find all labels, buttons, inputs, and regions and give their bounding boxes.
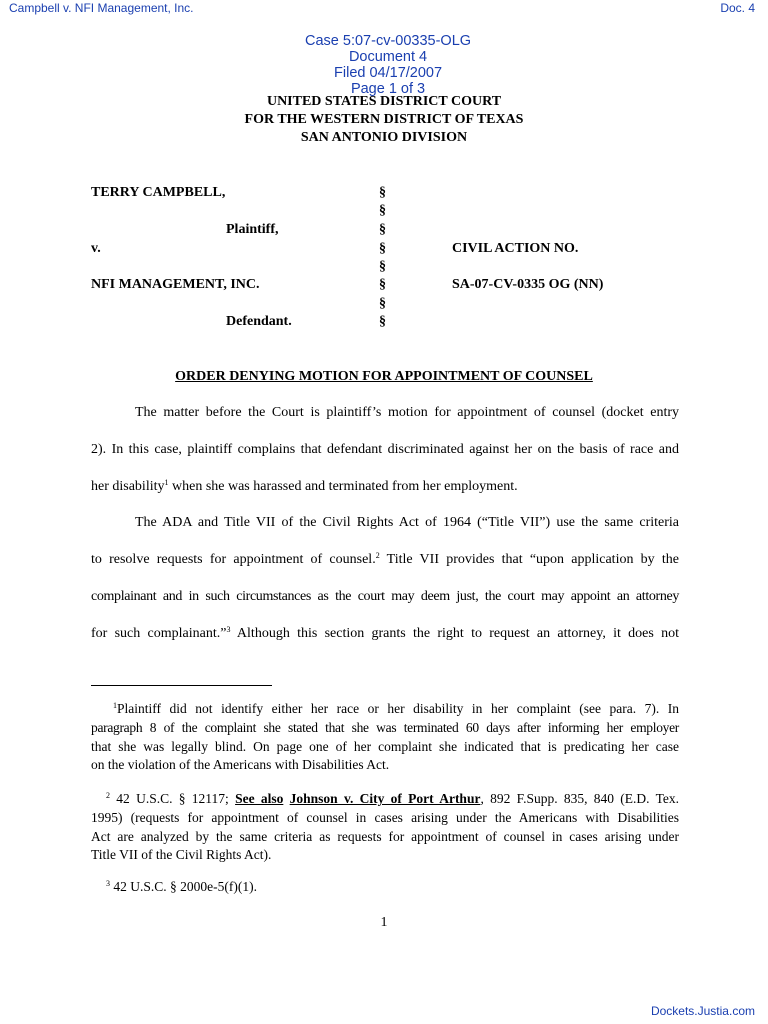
body-text: The ADA and Title VII of the Civil Rights Act of 1964 (“Title VII”) use the same criteria — [135, 515, 679, 530]
footnote-1-line — [91, 757, 679, 773]
footnote-divider — [91, 685, 272, 686]
section-symbol: § — [379, 203, 386, 218]
footnote-text: , 892 F.Supp. 835, 840 (E.D. Tex. — [480, 791, 680, 806]
body-text: 2). In this case, plaintiff complains that defendant discriminated against her on the basis of race and — [91, 442, 679, 457]
footnote-2 — [106, 791, 679, 807]
footnote-text: Act are analyzed by the same criteria as requests for appointment of counsel in cases arising under — [91, 829, 679, 844]
body-text: when she was harassed and terminated from her employment. — [168, 479, 518, 494]
body-line — [91, 589, 679, 605]
footnote-1 — [113, 701, 679, 717]
defendant-name: NFI MANAGEMENT, INC. — [91, 277, 260, 292]
footnote-1-line — [91, 720, 679, 736]
order-title-text: ORDER DENYING MOTION FOR APPOINTMENT OF COUNSEL — [175, 369, 593, 384]
body-text: for such complainant.” — [91, 626, 227, 641]
body-text: her disability — [91, 479, 165, 494]
footnote-number: 3 — [106, 879, 110, 888]
body-line — [135, 405, 679, 421]
section-symbol: § — [379, 259, 386, 274]
footnote-text: Title VII of the Civil Rights Act). — [91, 847, 272, 862]
footnote-2-line — [91, 847, 679, 863]
versus: v. — [91, 241, 101, 256]
footnote-ref: 2 — [375, 551, 380, 560]
civil-action-label: CIVIL ACTION NO. — [452, 241, 579, 256]
plaintiff-label: Plaintiff, — [226, 222, 279, 237]
section-symbol: § — [379, 314, 386, 329]
doc-number-link[interactable]: Doc. 4 — [720, 1, 755, 15]
footnote-text: that she was legally blind. On page one of her complaint she indicated that is predicating her case — [91, 739, 679, 754]
footnote-number: 1 — [113, 701, 117, 710]
body-text: complainant and in such circumstances as the court may deem just, the court may appoint an attorney — [91, 589, 679, 604]
order-title — [0, 369, 768, 385]
body-line — [135, 515, 679, 531]
body-line — [91, 626, 679, 642]
court-district: FOR THE WESTERN DISTRICT OF TEXAS — [244, 112, 524, 127]
body-text: to resolve requests for appointment of counsel. — [91, 552, 376, 567]
case-title-link[interactable]: Campbell v. NFI Management, Inc. — [9, 1, 194, 15]
footnote-text: 42 U.S.C. § 12117; — [110, 791, 236, 806]
section-symbol: § — [379, 296, 386, 311]
footnote-text: 42 U.S.C. § 2000e-5(f)(1). — [110, 879, 257, 894]
body-line — [91, 442, 679, 458]
court-name: UNITED STATES DISTRICT COURT — [266, 94, 502, 109]
footnote-ref: 3 — [226, 625, 231, 634]
footnote-text: paragraph 8 of the complaint she stated that she was terminated 60 days after informing her employer — [91, 720, 679, 735]
section-symbol: § — [379, 277, 386, 292]
stamp-document: Document 4 — [348, 49, 428, 65]
justia-dockets-link[interactable]: Dockets.Justia.com — [650, 1004, 755, 1018]
filing-stamp — [0, 17, 768, 97]
body-text: Although this section grants the right to request an attorney, it does not — [230, 626, 679, 641]
body-text-wrap — [91, 552, 679, 568]
body-text: Title VII provides that “upon application by the — [379, 552, 679, 567]
section-symbol: § — [379, 185, 386, 200]
footnote-2-line — [91, 810, 679, 826]
signal-see-also: See also — [235, 791, 284, 806]
body-text-wrap — [91, 626, 679, 642]
footnote-1-line — [91, 739, 679, 755]
footnote-text: on the violation of the Americans with Disabilities Act. — [91, 757, 390, 772]
stamp-page: Page 1 of 3 — [350, 81, 426, 97]
case-citation: Johnson v. City of Port Arthur — [289, 791, 481, 806]
footnote-2-line — [91, 829, 679, 845]
footnote-3 — [106, 879, 679, 895]
stamp-filed: Filed 04/17/2007 — [334, 65, 443, 81]
plaintiff-name: TERRY CAMPBELL, — [91, 185, 226, 200]
section-symbol: § — [379, 241, 386, 256]
court-division: SAN ANTONIO DIVISION — [300, 130, 468, 145]
body-text: The matter before the Court is plaintiff’s motion for appointment of counsel (docket entry — [135, 405, 679, 420]
body-line — [91, 552, 679, 568]
body-line — [91, 479, 679, 495]
page-number: 1 — [380, 915, 388, 930]
section-symbol: § — [379, 222, 386, 237]
case-number: SA-07-CV-0335 OG (NN) — [452, 277, 604, 292]
stamp-case: Case 5:07-cv-00335-OLG — [305, 33, 472, 49]
footnote-text: 1995) (requests for appointment of counsel in cases arising under the Americans with Disabilities — [91, 810, 679, 825]
footnote-ref: 1 — [164, 478, 169, 487]
footnote-text: Plaintiff did not identify either her race or her disability in her complaint (see para. 7). In — [117, 701, 679, 716]
footnote-number: 2 — [106, 791, 110, 800]
defendant-label: Defendant. — [226, 314, 292, 329]
